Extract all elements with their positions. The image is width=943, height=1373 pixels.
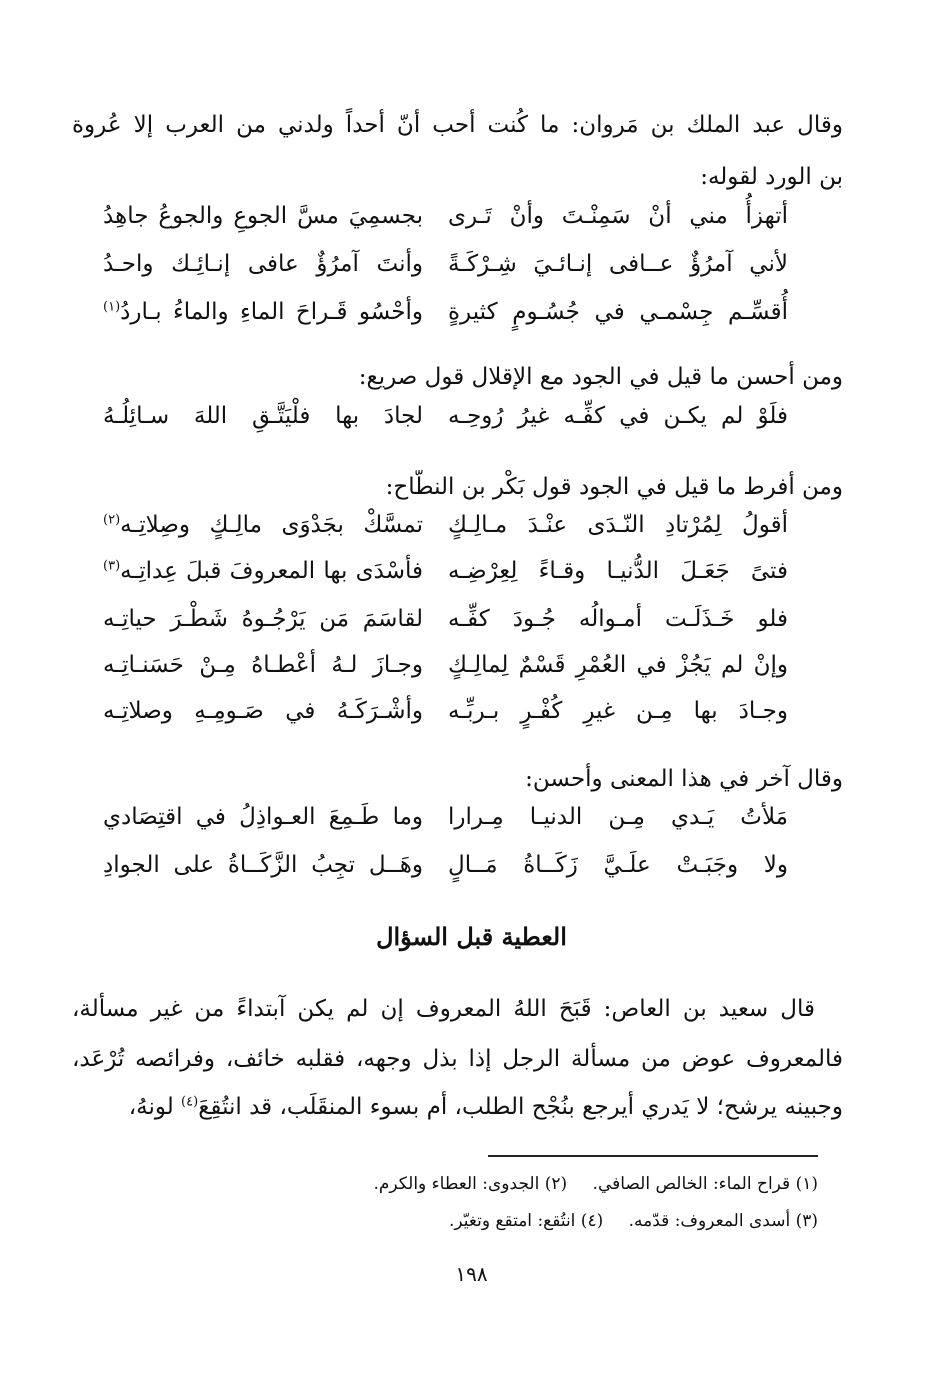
- verse-second-hemistich: وما طَـمِعَ العـواذِلُ في اقتِصَادي: [103, 804, 423, 830]
- paragraph-line: وقال آخر في هذا المعنى وأحسن:: [525, 766, 843, 792]
- verse-line: [103, 698, 788, 734]
- footnote-row: [429, 1211, 818, 1231]
- verse-line: [103, 852, 788, 888]
- verse-line: [103, 606, 788, 642]
- page-number: ١٩٨: [455, 1262, 488, 1286]
- verse-first-hemistich: أقولُ لِمُرْتادِ النّـدَى عنْـدَ مـالِـكٍ: [448, 512, 788, 538]
- footnote-divider: [488, 1155, 818, 1157]
- verse-text: تمسَّكْ بجَدْوَى مالِـكٍ وصِلاتِـه: [120, 512, 423, 538]
- paragraph-line: [72, 1090, 843, 1124]
- paragraph-text: لونهُ،: [128, 1094, 182, 1120]
- paragraph-text: وجبينه يرشح؛ لا يَدري أيرجع بنُجْح الطلب، أم بسوء المنقَلَب، قد انتُقِعَ: [198, 1094, 843, 1120]
- verse-second-hemistich: وأشْـرَكَـهُ في صَـومِـهِ وصلاتِـه: [103, 698, 423, 724]
- verse-second-hemistich: [103, 512, 423, 538]
- verse-line: [103, 804, 788, 840]
- verse-second-hemistich: وجـازَ لـهُ أعْطـاهُ مِـنْ حَسَنـاتِـه: [103, 652, 423, 678]
- footnote: (٢) الجدوى: العطاء والكرم.: [373, 1174, 568, 1194]
- verse-line: [103, 558, 788, 594]
- verse-first-hemistich: وإنْ لم يَجُزْ في العُمْرِ قَسْمٌ لِمالِـكٍ: [448, 652, 788, 678]
- verse-first-hemistich: فلَوْ لم يكـن في كفِّـه غيرُ رُوحِـه: [448, 403, 788, 429]
- paragraph-line: قال سعيد بن العاص: قَبَحَ اللهُ المعروف إن لم يكن آبتداءً من غير مسألة،: [72, 996, 815, 1022]
- verse-second-hemistich: وأنتَ آمرُؤٌ عافى إنـائِـك واحـدُ: [103, 251, 423, 277]
- footnote-marker: (٣): [103, 558, 121, 574]
- verse-first-hemistich: لأني آمرُؤٌ عــافى إنـائـيَ شِـرْكَـةً: [448, 251, 788, 277]
- verse-first-hemistich: أُقسِّـم جِسْمـي في جُسُـومٍ كثيرةٍ: [448, 299, 788, 325]
- verse-line: [103, 299, 788, 335]
- verse-first-hemistich: مَلأتُ يَـدي مِـن الدنيـا مِـرارا: [448, 804, 788, 830]
- footnote-marker: (١): [103, 299, 121, 315]
- paragraph-line: بن الورد لقوله:: [700, 164, 843, 190]
- verse-second-hemistich: [103, 558, 423, 584]
- verse-first-hemistich: ولا وجَبَـتْ علَـيَّ زَكَــاةُ مَــالٍ: [448, 852, 788, 878]
- verse-second-hemistich: وهَــل تجِبُ الزَّكَــاةُ على الجوادِ: [103, 852, 423, 878]
- verse-line: [103, 512, 788, 548]
- verse-first-hemistich: أتهزأُ مني أنْ سَمِنْـتَ وأنْ تَـرى: [448, 203, 788, 229]
- verse-text: وأحْسُو قَـراحَ الماءِ والماءُ بـاردُ: [120, 299, 423, 325]
- paragraph-line: فالمعروف عوض من مسألة الرجل إذا بذل وجهه، فقلبه خائف، وفرائصه تُرْعَد،: [72, 1046, 843, 1072]
- footnote-row: [353, 1174, 818, 1194]
- verse-line: [103, 251, 788, 287]
- section-heading: العطية قبل السؤال: [376, 922, 567, 951]
- verse-first-hemistich: وجـادَ بها مِـن غيرِ كُفْـرٍ بـربِّـه: [448, 698, 788, 724]
- paragraph-line: وقال عبد الملك بن مَروان: ما كُنت أُحب أنّ أحداً ولدني من العرب إلا عُروة: [72, 112, 843, 138]
- verse-second-hemistich: بجسمِيَ مسَّ الجوعِ والجوعُ جاهِدُ: [103, 203, 423, 229]
- verse-first-hemistich: فتىً جَعَـلَ الدُّنيـا وقـاءً لِعِرْضِـه: [448, 558, 788, 584]
- verse-second-hemistich: لقاسَمَ مَن يَرْجُـوهُ شَطْـرَ حياتِـه: [103, 606, 423, 632]
- paragraph-line: ومن أفرط ما قيل في الجود قول بَكْر بن النطّاح:: [385, 474, 843, 500]
- verse-second-hemistich: لجادَ بها فلْيَتَّـقِ اللهَ سـائِلُـهُ: [103, 403, 423, 429]
- verse-first-hemistich: فلو خَـذَلَـت أمـوالُه جُـودَ كفِّـه: [448, 606, 788, 632]
- verse-line: [103, 203, 788, 239]
- paragraph-line: ومن أحسن ما قيل في الجود مع الإقلال قول صريع:: [358, 364, 843, 390]
- footnote: (٤) انتُقع: امتقع وتغيّر.: [448, 1211, 604, 1231]
- verse-line: [103, 652, 788, 688]
- footnote: (١) قراح الماء: الخالص الصافي.: [592, 1174, 818, 1194]
- verse-second-hemistich: [103, 299, 423, 325]
- verse-line: [103, 403, 788, 439]
- footnote-marker: (٢): [103, 512, 121, 528]
- verse-text: فأسْدَى بها المعروفَ قبلَ عِداتِـه: [120, 558, 423, 584]
- footnote-marker: (٤): [181, 1094, 199, 1110]
- footnote: (٣) أسدى المعروف: قدّمه.: [628, 1211, 818, 1231]
